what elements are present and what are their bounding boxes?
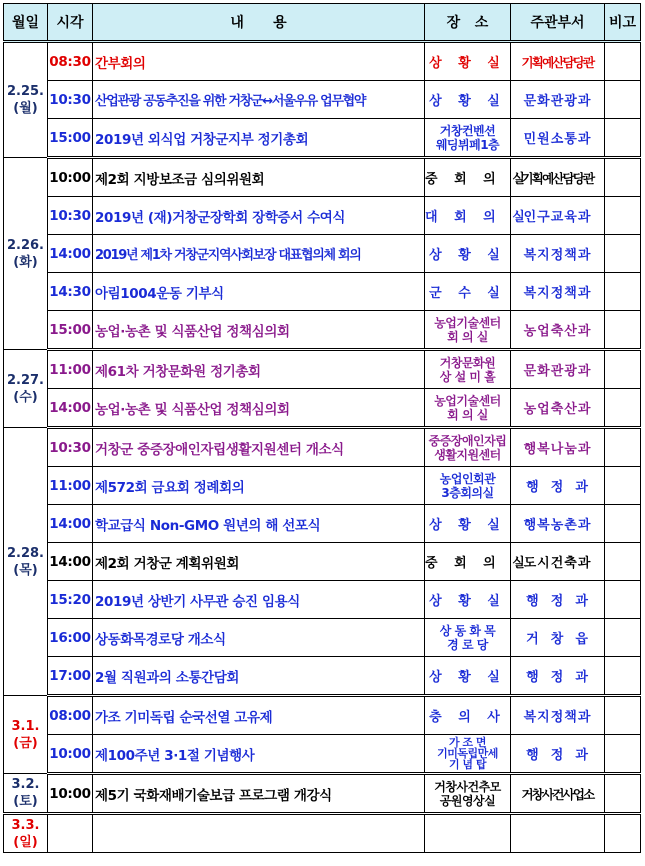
event-note [605,657,641,696]
place-line: 충 의 사 [429,710,506,725]
place-line: 농업인회관 [439,471,496,486]
event-row [4,543,641,581]
event-note [605,273,641,311]
event-note [605,505,641,543]
event-time: 15:20 [48,581,93,619]
day-label-line: (목) [13,562,38,578]
event-row [4,505,641,543]
event-dept: 농업축산과 [511,389,605,428]
event-note [605,428,641,467]
event-time [48,814,93,853]
event-time: 10:00 [48,735,93,774]
event-time: 15:00 [48,119,93,158]
day-label-line: (일) [13,834,38,850]
event-note [605,235,641,273]
place-line: 상 황 실 [429,518,506,533]
event-dept: 행복농촌과 [511,505,605,543]
place-line: 상 황 실 [429,670,506,685]
event-place [425,235,511,273]
place-line: 상 설 미 홀 [439,369,496,384]
place-line: 거창문화원 [439,355,496,370]
event-time: 10:30 [48,197,93,235]
event-row [4,735,641,774]
event-note [605,735,641,774]
event-time: 14:00 [48,505,93,543]
day-label-line: 2.26. [6,237,44,253]
event-row [4,350,641,389]
place-line: 웨딩뷔페1층 [435,137,500,152]
place-line: 군 수 실 [429,286,506,301]
place-line: 중 회 의 실 [425,172,531,187]
place-line: 중 회 의 실 [425,556,531,571]
event-note [605,696,641,735]
day-label-line: (화) [13,254,38,270]
event-time: 15:00 [48,311,93,350]
event-time: 14:00 [48,389,93,428]
event-dept: 기획예산담당관 [511,158,605,197]
event-place [425,428,511,467]
event-row [4,311,641,350]
event-note [605,814,641,853]
place-line: 회 의 실 [447,329,488,344]
event-time: 11:00 [48,350,93,389]
event-note [605,774,641,814]
event-content: 아림1004운동 기부식 [93,273,425,311]
event-row [4,389,641,428]
day-label-line: (금) [13,735,38,751]
event-note [605,197,641,235]
event-dept: 민원소통과 [511,119,605,158]
event-dept: 행 정 과 [511,735,605,774]
event-row [4,696,641,735]
event-content [93,814,425,853]
day-cell [4,428,48,696]
place-line: 대 회 의 실 [425,210,531,225]
event-note [605,543,641,581]
event-time: 10:00 [48,158,93,197]
event-content: 제2회 지방보조금 심의위원회 [93,158,425,197]
day-label-line: 3.2. [11,777,40,792]
event-content: 2월 직원과의 소통간담회 [93,657,425,696]
event-content: 2019년 (재)거창군장학회 장학증서 수여식 [93,197,425,235]
event-place [425,619,511,657]
event-content: 산업관광 공동추진을 위한 거창군↔서울우유 업무협약 [93,81,425,119]
day-label-line: 2.27. [6,372,44,388]
event-note [605,389,641,428]
event-place [425,389,511,428]
event-place [425,158,531,197]
event-content: 제2회 거창군 계획위원회 [93,543,425,581]
place-line: 거창컨벤션 [439,123,496,138]
event-dept: 행복나눔과 [511,428,605,467]
place-line: 가 조 면 [448,736,487,749]
event-place [425,505,511,543]
event-row [4,814,641,853]
event-time: 08:00 [48,696,93,735]
schedule-table [3,3,641,853]
event-row [4,619,641,657]
header-day: 월일 [4,4,48,42]
event-place [425,581,511,619]
event-dept: 행 정 과 [511,657,605,696]
event-place [425,696,511,735]
event-dept: 기획예산담당관 [511,42,605,81]
place-line: 회 의 실 [447,407,488,422]
event-place [425,774,511,814]
event-content: 간부회의 [93,42,425,81]
event-row [4,235,641,273]
event-row [4,467,641,505]
event-time: 10:30 [48,81,93,119]
day-label-line: (수) [13,389,38,405]
event-dept: 복지정책과 [511,696,605,735]
place-line: 중증장애인자립 [428,433,507,448]
event-row [4,428,641,467]
event-note [605,350,641,389]
day-label-line: (월) [13,101,38,116]
event-time: 11:00 [48,467,93,505]
event-dept: 농업축산과 [511,311,605,350]
event-note [605,158,641,197]
place-line: 경 로 당 [447,637,488,652]
place-line: 기미독립만세 [437,747,498,760]
event-content: 거창군 중증장애인자립생활지원센터 개소식 [93,428,425,467]
event-place [425,814,511,853]
event-place [425,311,511,350]
event-time: 10:00 [48,774,93,814]
event-place [425,197,531,235]
event-note [605,467,641,505]
place-line: 농업기술센터 [434,315,501,330]
event-dept: 복지정책과 [511,235,605,273]
event-time: 10:30 [48,428,93,467]
event-row [4,581,641,619]
event-row [4,158,641,197]
event-dept: 거 창 읍 [511,619,605,657]
event-row [4,197,641,235]
place-line: 상 황 실 [429,594,506,609]
header-dept: 주관부서 [511,4,605,42]
event-content: 제61차 거창문화원 정기총회 [93,350,425,389]
header-row [4,4,641,42]
event-content: 농업·농촌 및 식품산업 정책심의회 [93,389,425,428]
schedule-body [4,42,641,853]
event-note [605,311,641,350]
event-note [605,119,641,158]
event-time: 08:30 [48,42,93,81]
day-label-line: (토) [13,794,38,809]
event-dept: 복지정책과 [511,273,605,311]
place-line: 상 동 화 목 [439,623,496,638]
event-content: 2019년 상반기 사무관 승진 임용식 [93,581,425,619]
event-content: 상동화목경로당 개소식 [93,619,425,657]
event-row [4,81,641,119]
event-content: 가조 기미독립 순국선열 고유제 [93,696,425,735]
header-time: 시각 [48,4,93,42]
event-dept [511,814,605,853]
event-place [425,81,511,119]
event-dept: 문화관광과 [511,81,605,119]
event-row [4,119,641,158]
event-time: 17:00 [48,657,93,696]
place-line: 3층회의실 [441,485,494,500]
place-line: 공원영상실 [439,793,496,808]
event-place [425,119,511,158]
day-label-line: 3.1. [11,718,40,734]
event-place [425,735,511,774]
event-dept: 거창사건사업소 [511,774,605,814]
event-content: 학교급식 Non-GMO 원년의 해 선포식 [93,505,425,543]
event-note [605,581,641,619]
header-content: 내 용 [93,4,425,42]
header-place: 장 소 [425,4,511,42]
event-place [425,42,511,81]
event-note [605,42,641,81]
day-cell [4,350,48,428]
day-label-line: 2.25. [6,84,44,99]
place-line: 농업기술센터 [434,393,501,408]
event-place [425,657,511,696]
event-place [425,273,511,311]
day-cell [4,696,48,774]
event-row [4,657,641,696]
event-place [425,467,511,505]
day-label-line: 2.28. [6,545,44,561]
day-cell [4,42,48,158]
event-time: 14:00 [48,543,93,581]
place-line: 거창사건추모 [434,779,501,794]
event-content: 제5기 국화재배기술보급 프로그램 개강식 [93,774,425,814]
event-place [425,350,511,389]
event-content: 농업·농촌 및 식품산업 정책심의회 [93,311,425,350]
event-dept: 도시건축과 [511,543,605,581]
event-content: 2019년 외식업 거창군지부 정기총회 [93,119,425,158]
place-line: 기 념 탑 [448,758,487,771]
event-row [4,42,641,81]
event-dept: 문화관광과 [511,350,605,389]
event-content: 2019년 제1차 거창군지역사회보장 대표협의체 회의 [93,235,425,273]
day-cell [4,158,48,350]
place-line: 상 황 실 [429,248,506,263]
header-note: 비고 [605,4,641,42]
event-dept: 행 정 과 [511,467,605,505]
event-content: 제100주년 3·1절 기념행사 [93,735,425,774]
event-time: 16:00 [48,619,93,657]
event-place [425,543,531,581]
day-cell [4,814,48,853]
schedule-sheet [3,3,640,863]
event-dept: 인구교육과 [511,197,605,235]
event-time: 14:00 [48,235,93,273]
place-line: 생활지원센터 [434,447,501,462]
day-label-line: 3.3. [11,817,40,833]
event-time: 14:30 [48,273,93,311]
event-dept: 행 정 과 [511,581,605,619]
event-content: 제572회 금요회 정례회의 [93,467,425,505]
event-row [4,774,641,814]
place-line: 상 황 실 [429,56,506,71]
place-line: 상 황 실 [429,94,506,109]
day-cell [4,774,48,814]
event-row [4,273,641,311]
event-note [605,619,641,657]
event-note [605,81,641,119]
